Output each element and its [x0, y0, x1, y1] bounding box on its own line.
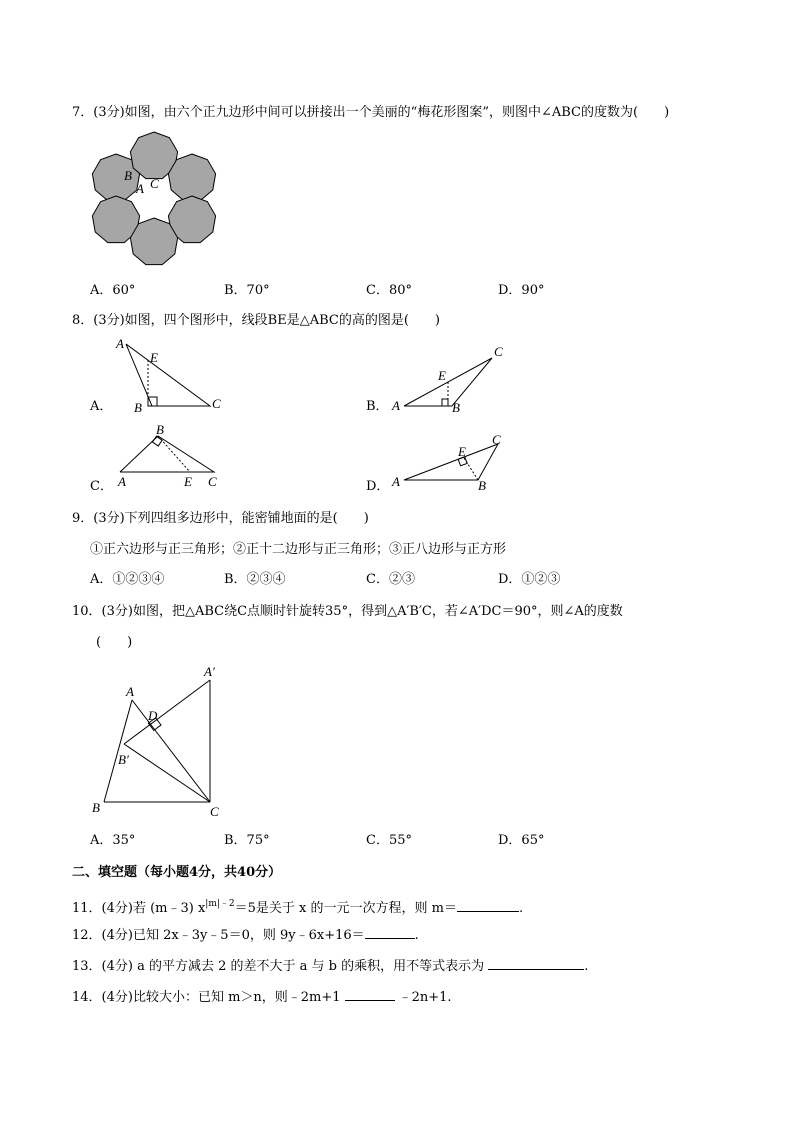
q8-option-b-letter: B．: [366, 399, 389, 414]
q10-stem: 10．(3分)如图，把△ABC绕C点顺时针旋转35°，得到△A′B′C，若∠A′DC＝90°，则∠A的度数: [72, 604, 623, 619]
q9-option-d: D．①②③: [498, 572, 561, 587]
q9-option-b: B．②③④: [224, 572, 286, 587]
svg-text:C: C: [210, 804, 219, 819]
q8-stem: 8．(3分)如图，四个图形中，线段BE是△ABC的高的图是( ): [72, 313, 440, 328]
svg-text:E: E: [458, 444, 466, 459]
q8-figure-a: [110, 334, 230, 414]
svg-text:B′: B′: [118, 752, 129, 767]
q11: 11．(4分)若 (m﹣3) $x^{|m|﹣2}=5$是关于 x 的一元一次方程，则 m＝ .: [72, 899, 524, 916]
svg-text:A: A: [116, 336, 124, 351]
q9-stem: 9．(3分)下列四组多边形中，能密铺地面的是( ): [72, 511, 369, 526]
q7-option-b: B．70°: [224, 283, 270, 298]
svg-text:D: D: [148, 708, 158, 723]
nonagon: [130, 218, 177, 265]
svg-text:B: B: [478, 478, 486, 493]
svg-text:B: B: [452, 400, 460, 415]
svg-text:E: E: [438, 368, 446, 383]
q7-label-C: C: [150, 176, 159, 191]
q14: 14．(4分)比较大小：已知 m＞n，则﹣2m+1 ﹣2n+1.: [72, 990, 452, 1005]
section-title: 二、填空题（每小题4分，共40分）: [72, 865, 282, 880]
q13-blank[interactable]: [488, 957, 584, 970]
svg-text:C: C: [208, 474, 217, 489]
svg-text:B: B: [134, 400, 142, 415]
q7-figure-nonagon-flower: [88, 130, 228, 260]
q8-option-c-letter: C．: [90, 479, 113, 494]
q8-figure-b: [388, 340, 528, 420]
q12: 12．(4分)已知 2x﹣3y﹣5＝0，则 9y﹣6x+16＝ .: [72, 928, 419, 943]
q7-option-d: D．90°: [498, 283, 545, 298]
svg-text:A′: A′: [204, 664, 215, 679]
nonagon: [168, 154, 215, 201]
q8-figure-c: [110, 424, 240, 494]
q10-option-d: D．65°: [498, 833, 545, 848]
q10-option-b: B．75°: [224, 833, 270, 848]
q10-option-a: A．35°: [90, 833, 136, 848]
svg-text:C: C: [494, 344, 503, 359]
q10-option-c: C．55°: [366, 833, 412, 848]
q7-stem: 7．(3分)如图，由六个正九边形中间可以拼接出一个美丽的“梅花形图案”，则图中∠ABC的度数为( ): [72, 105, 670, 120]
q8-option-a-letter: A．: [90, 399, 113, 414]
svg-text:A: A: [126, 684, 134, 699]
q14-blank[interactable]: [345, 988, 395, 1001]
q11-blank[interactable]: [457, 899, 519, 912]
svg-text:E: E: [150, 350, 158, 365]
q10-figure-rotation: [90, 664, 230, 824]
q8-figure-d: [388, 428, 528, 498]
q8-option-d-letter: D．: [366, 479, 390, 494]
svg-text:A: A: [392, 398, 400, 413]
svg-text:C: C: [492, 432, 501, 447]
svg-text:A: A: [118, 474, 126, 489]
q10-paren: ( ): [96, 635, 133, 650]
svg-text:C: C: [212, 396, 221, 411]
svg-text:B: B: [156, 422, 164, 437]
q7-option-c: C．80°: [366, 283, 412, 298]
q13: 13．(4分) a 的平方减去 2 的差不大于 a 与 b 的乘积，用不等式表示为 .: [72, 959, 589, 974]
svg-text:B: B: [92, 800, 100, 815]
q9-option-c: C．②③: [366, 572, 415, 587]
q7-label-A: A: [136, 181, 144, 196]
q7-label-B: B: [124, 168, 132, 183]
svg-text:A: A: [392, 474, 400, 489]
q12-blank[interactable]: [365, 926, 415, 939]
q7-option-a: A．60°: [90, 283, 136, 298]
q9-option-a: A．①②③④: [90, 572, 165, 587]
q9-sub: ①正六边形与正三角形；②正十二边形与正三角形；③正八边形与正方形: [90, 542, 507, 557]
svg-text:E: E: [184, 474, 192, 489]
